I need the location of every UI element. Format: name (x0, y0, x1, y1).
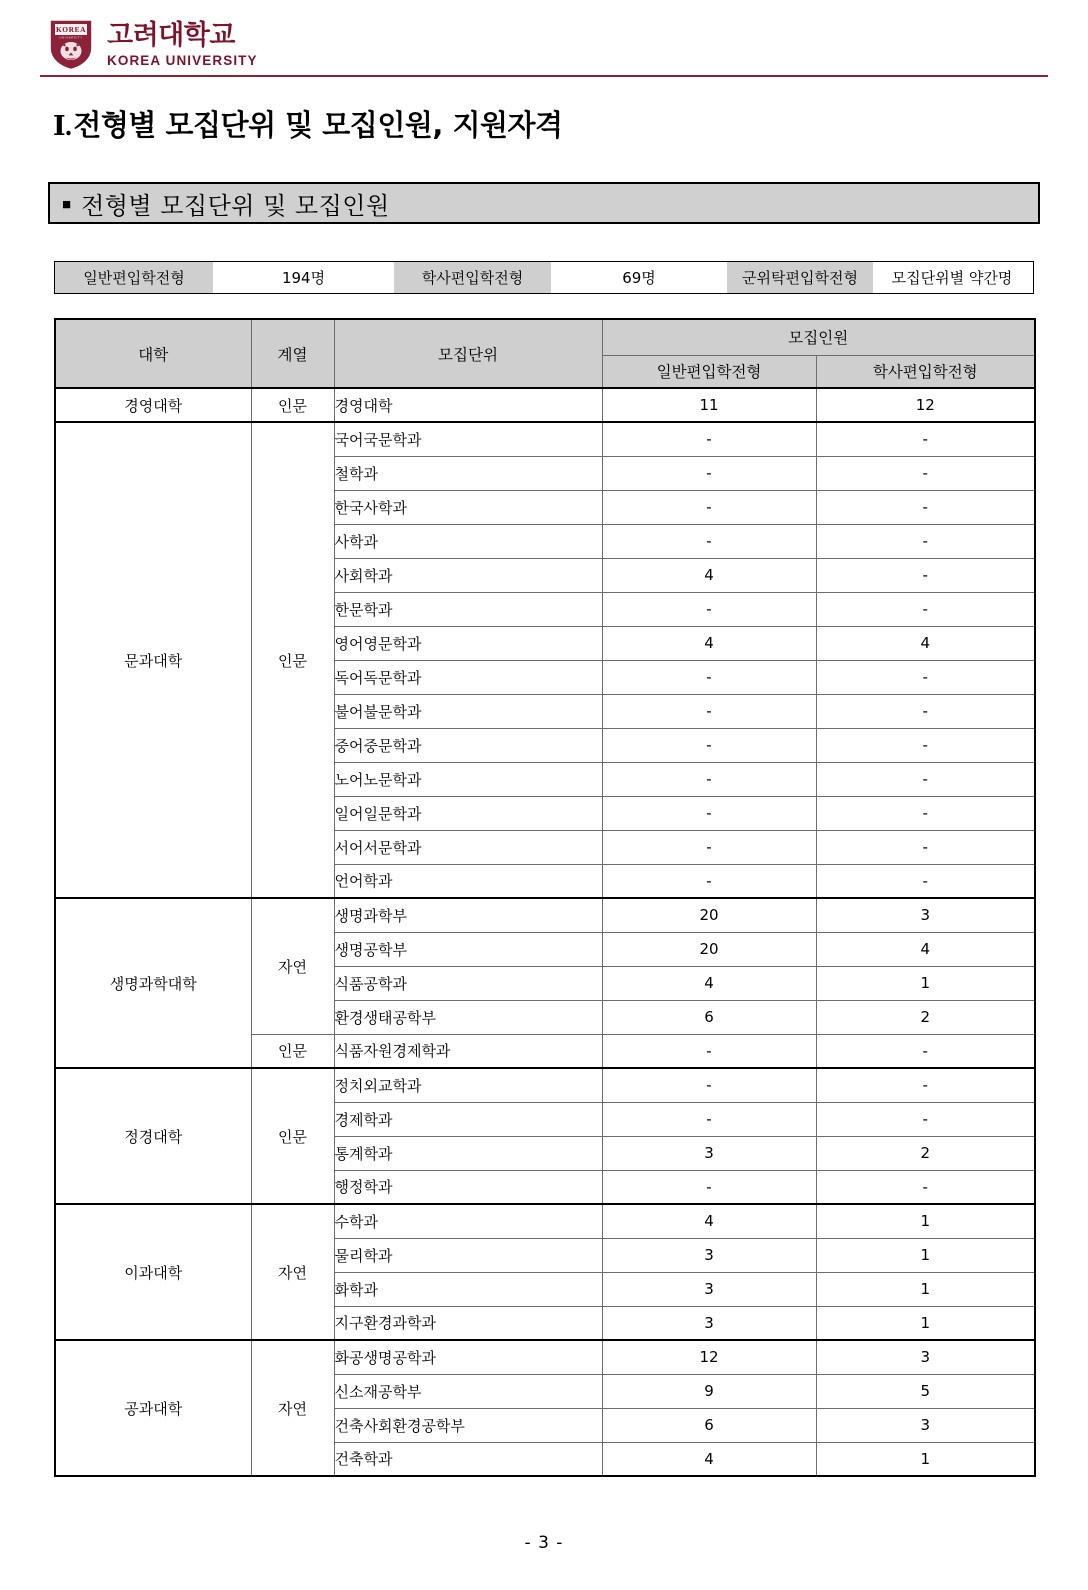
section-header (48, 182, 1040, 224)
cell-quota-bachelor: - (816, 728, 1035, 762)
table-row (55, 1340, 1035, 1374)
cell-university: 정경대학 (55, 1068, 251, 1204)
cell-quota-bachelor: - (816, 422, 1035, 456)
cell-quota-bachelor: - (816, 456, 1035, 490)
cell-quota-general: - (602, 830, 816, 864)
table-row (55, 422, 1035, 456)
cell-university: 이과대학 (55, 1204, 251, 1340)
cell-unit: 일어일문학과 (334, 796, 602, 830)
summary-value-bachelor: 69명 (551, 262, 727, 293)
cell-quota-general: - (602, 456, 816, 490)
svg-text:KOREA: KOREA (55, 25, 87, 35)
cell-unit: 생명공학부 (334, 932, 602, 966)
column-header-quota-general: 일반편입학전형 (602, 355, 816, 388)
cell-unit: 중어중문학과 (334, 728, 602, 762)
summary-value-general: 194명 (213, 262, 394, 293)
cell-unit: 수학과 (334, 1204, 602, 1238)
square-bullet-icon: ■ (62, 195, 72, 213)
cell-quota-bachelor: 12 (816, 388, 1035, 422)
cell-unit: 서어서문학과 (334, 830, 602, 864)
cell-quota-general: - (602, 1068, 816, 1102)
admissions-table-container (54, 318, 1034, 1477)
cell-quota-bachelor: - (816, 830, 1035, 864)
cell-quota-general: - (602, 728, 816, 762)
brand-name-ko: 고려대학교 (107, 19, 235, 51)
cell-quota-bachelor: 1 (816, 1306, 1035, 1340)
cell-quota-general: - (602, 1034, 816, 1068)
cell-quota-bachelor: 1 (816, 966, 1035, 1000)
cell-unit: 식품공학과 (334, 966, 602, 1000)
column-header-quota-group: 모집인원 (602, 319, 1035, 355)
summary-value-military: 모집단위별 약간명 (873, 262, 1031, 293)
brand-wordmark (107, 19, 258, 68)
cell-unit: 노어노문학과 (334, 762, 602, 796)
cell-quota-general: - (602, 490, 816, 524)
cell-quota-bachelor: - (816, 490, 1035, 524)
korea-university-crest-icon (48, 18, 94, 71)
cell-unit: 통계학과 (334, 1136, 602, 1170)
cell-quota-general: - (602, 762, 816, 796)
cell-track: 인문 (251, 422, 334, 898)
summary-label-bachelor: 학사편입학전형 (394, 262, 551, 293)
cell-unit: 건축사회환경공학부 (334, 1408, 602, 1442)
cell-quota-general: - (602, 864, 816, 898)
cell-quota-bachelor: 3 (816, 1340, 1035, 1374)
cell-track: 인문 (251, 1068, 334, 1204)
cell-quota-bachelor: 1 (816, 1204, 1035, 1238)
cell-unit: 경제학과 (334, 1102, 602, 1136)
svg-text:UNIVERSITY: UNIVERSITY (59, 35, 83, 40)
cell-quota-general: 4 (602, 558, 816, 592)
cell-unit: 한문학과 (334, 592, 602, 626)
cell-quota-general: 4 (602, 626, 816, 660)
cell-unit: 건축학과 (334, 1442, 602, 1476)
cell-university: 경영대학 (55, 388, 251, 422)
cell-unit: 사학과 (334, 524, 602, 558)
cell-unit: 언어학과 (334, 864, 602, 898)
cell-quota-general: 6 (602, 1408, 816, 1442)
cell-quota-bachelor: 2 (816, 1000, 1035, 1034)
cell-quota-general: 3 (602, 1306, 816, 1340)
header-divider-rule (40, 75, 1048, 77)
cell-unit: 영어영문학과 (334, 626, 602, 660)
cell-quota-general: 6 (602, 1000, 816, 1034)
cell-quota-bachelor: - (816, 864, 1035, 898)
chapter-title-text: 전형별 모집단위 및 모집인원, 지원자격 (73, 108, 563, 142)
cell-unit: 식품자원경제학과 (334, 1034, 602, 1068)
cell-quota-general: - (602, 422, 816, 456)
table-row (55, 1204, 1035, 1238)
table-row (55, 388, 1035, 422)
cell-quota-general: 4 (602, 966, 816, 1000)
table-row (55, 898, 1035, 932)
cell-unit: 독어독문학과 (334, 660, 602, 694)
cell-quota-bachelor: 4 (816, 932, 1035, 966)
cell-unit: 사회학과 (334, 558, 602, 592)
table-body (55, 388, 1035, 1476)
cell-unit: 화공생명공학과 (334, 1340, 602, 1374)
column-header-university: 대학 (55, 319, 251, 388)
chapter-numeral: Ⅰ. (53, 111, 72, 141)
cell-university: 문과대학 (55, 422, 251, 898)
cell-quota-bachelor: 3 (816, 898, 1035, 932)
brand-header (48, 18, 258, 71)
summary-label-military: 군위탁편입학전형 (727, 262, 873, 293)
cell-quota-general: 3 (602, 1136, 816, 1170)
cell-quota-general: 20 (602, 932, 816, 966)
cell-unit: 경영대학 (334, 388, 602, 422)
cell-quota-bachelor: - (816, 1170, 1035, 1204)
cell-quota-general: 20 (602, 898, 816, 932)
cell-track: 인문 (251, 388, 334, 422)
cell-unit: 신소재공학부 (334, 1374, 602, 1408)
quota-summary-strip (54, 261, 1034, 294)
cell-track: 인문 (251, 1034, 334, 1068)
cell-track: 자연 (251, 1204, 334, 1340)
cell-quota-general: 4 (602, 1442, 816, 1476)
brand-name-en: KOREA UNIVERSITY (107, 52, 258, 68)
cell-quota-general: - (602, 524, 816, 558)
cell-quota-bachelor: - (816, 660, 1035, 694)
cell-unit: 환경생태공학부 (334, 1000, 602, 1034)
cell-university: 공과대학 (55, 1340, 251, 1476)
cell-quota-general: - (602, 694, 816, 728)
cell-quota-general: - (602, 796, 816, 830)
page-number-footer: - 3 - (524, 1533, 564, 1553)
cell-quota-bachelor: - (816, 762, 1035, 796)
cell-track: 자연 (251, 1340, 334, 1476)
summary-label-general: 일반편입학전형 (55, 262, 213, 293)
cell-unit: 행정학과 (334, 1170, 602, 1204)
cell-unit: 정치외교학과 (334, 1068, 602, 1102)
cell-quota-general: - (602, 1170, 816, 1204)
cell-quota-bachelor: - (816, 796, 1035, 830)
cell-quota-bachelor: 4 (816, 626, 1035, 660)
cell-quota-bachelor: 1 (816, 1272, 1035, 1306)
table-row (55, 1068, 1035, 1102)
cell-quota-bachelor: 5 (816, 1374, 1035, 1408)
cell-unit: 철학과 (334, 456, 602, 490)
cell-quota-general: - (602, 1102, 816, 1136)
cell-unit: 생명과학부 (334, 898, 602, 932)
cell-unit: 화학과 (334, 1272, 602, 1306)
cell-quota-general: 4 (602, 1204, 816, 1238)
cell-quota-general: - (602, 660, 816, 694)
cell-unit: 국어국문학과 (334, 422, 602, 456)
cell-unit: 지구환경과학과 (334, 1306, 602, 1340)
cell-quota-bachelor: - (816, 592, 1035, 626)
cell-quota-general: 12 (602, 1340, 816, 1374)
table-head (55, 319, 1035, 388)
cell-quota-bachelor: 1 (816, 1442, 1035, 1476)
cell-quota-bachelor: - (816, 558, 1035, 592)
cell-quota-bachelor: 3 (816, 1408, 1035, 1442)
cell-quota-bachelor: - (816, 524, 1035, 558)
page-title (53, 103, 563, 144)
cell-quota-bachelor: 2 (816, 1136, 1035, 1170)
admissions-quota-table (54, 318, 1036, 1477)
cell-quota-bachelor: - (816, 1068, 1035, 1102)
cell-quota-bachelor: 1 (816, 1238, 1035, 1272)
cell-unit: 물리학과 (334, 1238, 602, 1272)
cell-university: 생명과학대학 (55, 898, 251, 1068)
cell-quota-general: 3 (602, 1272, 816, 1306)
cell-quota-general: - (602, 592, 816, 626)
section-header-label: 전형별 모집단위 및 모집인원 (81, 191, 390, 220)
cell-quota-general: 11 (602, 388, 816, 422)
table-header-row-top (55, 319, 1035, 355)
column-header-track: 계열 (251, 319, 334, 388)
cell-track: 자연 (251, 898, 334, 1034)
column-header-quota-bachelor: 학사편입학전형 (816, 355, 1035, 388)
cell-unit: 한국사학과 (334, 490, 602, 524)
cell-quota-general: 3 (602, 1238, 816, 1272)
cell-quota-bachelor: - (816, 694, 1035, 728)
cell-quota-general: 9 (602, 1374, 816, 1408)
cell-unit: 불어불문학과 (334, 694, 602, 728)
cell-quota-bachelor: - (816, 1034, 1035, 1068)
column-header-unit: 모집단위 (334, 319, 602, 388)
cell-quota-bachelor: - (816, 1102, 1035, 1136)
